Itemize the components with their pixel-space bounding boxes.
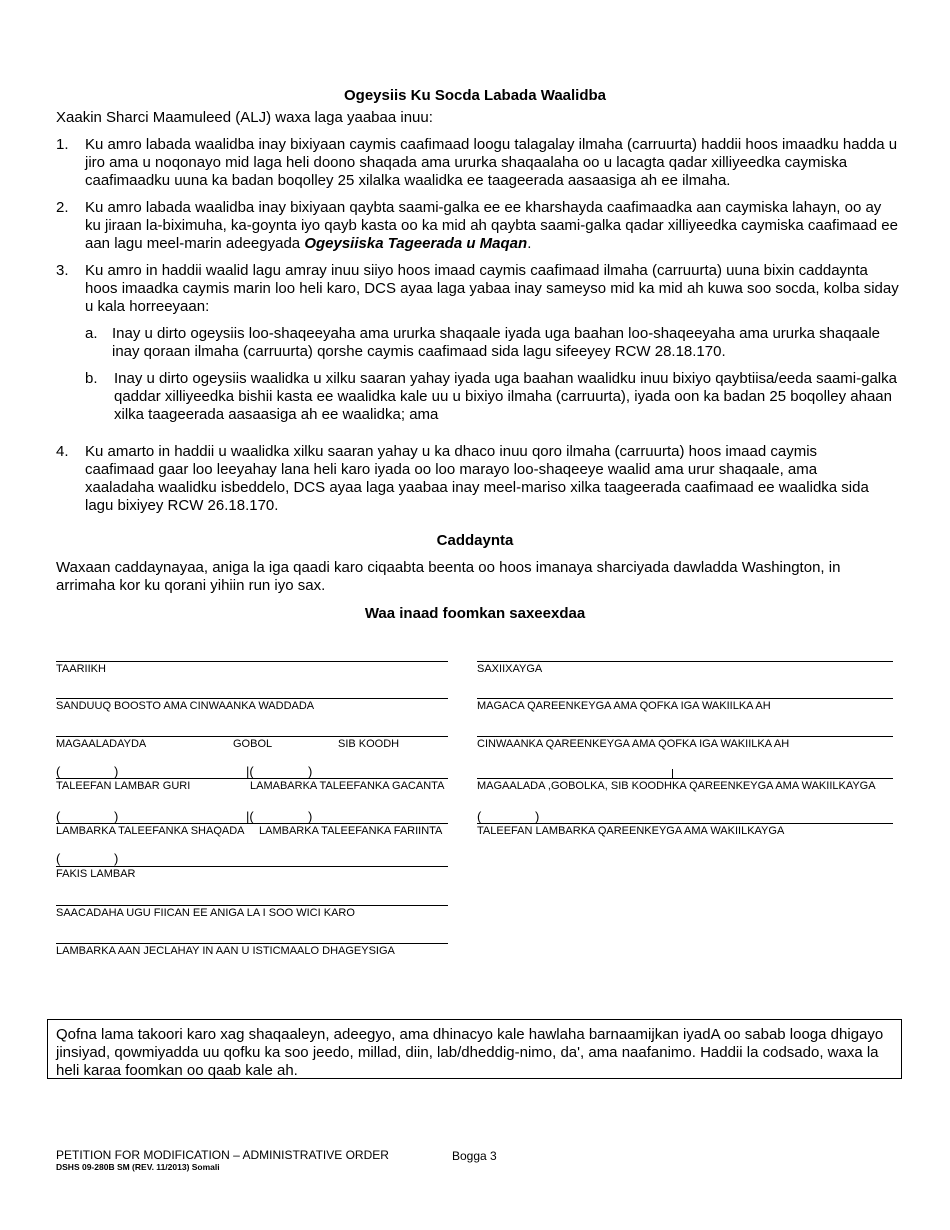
item-number: 4.: [56, 443, 69, 460]
phone-line[interactable]: [56, 778, 448, 779]
paren-open: (: [477, 809, 482, 824]
phone-line[interactable]: [56, 823, 448, 824]
message-phone-label: LAMBARKA TALEEFANKA FARIINTA: [259, 825, 443, 837]
paren-close: ): [308, 764, 313, 779]
attorney-city-label: MAGAALADA ,GOBOLKA, SIB KOODHKA QAREENKEYGA AMA WAKIILKAYGA: [477, 780, 876, 792]
form-code: DSHS 09-280B SM (REV. 11/2013) Somali: [56, 1162, 220, 1172]
work-phone-label: LAMBARKA TALEEFANKA SHAQADA: [56, 825, 245, 837]
declaration-heading: Caddaynta: [436, 532, 514, 549]
fax-label: FAKIS LAMBAR: [56, 868, 136, 880]
attorney-name-label: MAGACA QAREENKEYGA AMA QOFKA IGA WAKIILKA AH: [477, 700, 771, 712]
city-state-zip-line[interactable]: [56, 736, 448, 737]
attorney-phone-label: TALEEFAN LAMBARKA QAREENKEYGA AMA WAKIILKAYGA: [477, 825, 785, 837]
item-text-main: Ku amro labada waalidba inay bixiyaan qaybta saami-galka ee ee kharshayda caafimaadka aan caymiska lahayn, oo ay ku jiraan la-biximuha, ka-goynta iyo qayb kasta oo ka mid ah qaybta saami-galka qadar xilliyeedka caymiska caafimaad ee aan lagu meel-marin adeegyada: [85, 199, 898, 252]
mail-address-line[interactable]: [56, 698, 448, 699]
attorney-name-line[interactable]: [477, 698, 893, 699]
paren-close: ): [308, 809, 313, 824]
intro-text: Xaakin Sharci Maamuleed (ALJ) waxa laga yaabaa inuu:: [56, 109, 433, 126]
home-phone-label: TALEEFAN LAMBAR GURI: [56, 780, 191, 792]
mail-address-label: SANDUUQ BOOSTO AMA CINWAANKA WADDADA: [56, 700, 315, 712]
paren-open: (: [56, 764, 61, 779]
subitem-letter: a.: [85, 325, 98, 342]
hearing-number-label: LAMBARKA AAN JECLAHAY IN AAN U ISTICMAALO DHAGEYSIGA: [56, 945, 395, 957]
item-number: 1.: [56, 136, 69, 153]
hearing-number-line[interactable]: [56, 943, 448, 944]
item-text: [85, 199, 900, 253]
signature-line[interactable]: [477, 661, 893, 662]
attorney-phone-line[interactable]: [477, 823, 893, 824]
signature-heading: Waa inaad foomkan saxeexdaa: [364, 605, 586, 622]
item-text-emphasis: Ogeysiiska Tageerada u Maqan: [304, 235, 528, 252]
attorney-city-line[interactable]: [477, 778, 893, 779]
attorney-address-line[interactable]: [477, 736, 893, 737]
date-label: TAARIIKH: [56, 663, 106, 675]
fax-line[interactable]: [56, 866, 448, 867]
attorney-address-label: CINWAANKA QAREENKEYGA AMA QOFKA IGA WAKIILKA AH: [477, 738, 790, 750]
form-title: PETITION FOR MODIFICATION – ADMINISTRATIVE ORDER: [56, 1148, 389, 1162]
subitem-letter: b.: [85, 370, 98, 387]
state-label: GOBOL: [233, 738, 273, 750]
date-line[interactable]: [56, 661, 448, 662]
item-text-end: .: [527, 235, 532, 252]
paren-close: ): [114, 851, 119, 866]
city-label: MAGAALADAYDA: [56, 738, 147, 750]
item-text: Ku amro in haddii waalid lagu amray inuu siiyo hoos imaad caymis caafimaad ilmaha (carruurta) uuna bixin caddaynta hoos imaadka caymis marin loo heli karo, DCS ayaa laga yabaa inay sameyso mid ka mid ah kuwa soo socda, kolba siday u kala horreeyaan:: [85, 262, 899, 315]
item-text: Ku amro labada waalidba inay bixiyaan caymis caafimaad loogu talagalay ilmaha (carruurta) haddii hoos imaadku hadda u jiro ama u noqonayo mid laga heli doono shaqada ama ururka shaqaalaha oo u lacagta qadar xilliyeedka caymiska caafimaadku uuna ka badan boqolley 25 xilalka waalidka ee taageerada aasaasiga ah ee ilmaha.: [85, 136, 898, 189]
cell-phone-label: LAMABARKA TALEEFANKA GACANTA: [250, 780, 445, 792]
non-discrimination-notice: Qofna lama takoori karo xag shaqaaleyn, adeegyo, ama dhinacyo kale hawlaha barnaamijkan iyadA oo sabab looga dhigayo jinsiyad, qowmiyadda uu qofku ka soo jeedo, millad, diin, lab/dheddig-nimo, da', ama naafanimo. Haddii la codsado, waxa la heli karaa foomkan oo qaab kale ah.: [47, 1019, 902, 1079]
paren-close: ): [114, 809, 119, 824]
page-title: Ogeysiis Ku Socda Labada Waalidba: [343, 87, 607, 104]
signature-label: SAXIIXAYGA: [477, 663, 543, 675]
field-divider: [672, 769, 673, 778]
best-time-label: SAACADAHA UGU FIICAN EE ANIGA LA I SOO WICI KARO: [56, 907, 355, 919]
item-number: 2.: [56, 199, 69, 216]
page-number: Bogga 3: [452, 1149, 497, 1163]
paren-open: |(: [246, 764, 254, 779]
item-text: Ku amarto in haddii u waalidka xilku saaran yahay u ka dhaco inuu qoro ilmaha (carruurta) hoos imaad caymis caafimaad gaar loo leeyahay lana heli karo iyada oo loo marayo loo-shaqeeye waalid ama urur shaqaale, ama xaaladaha waalidku isbeddelo, DCS ayaa laga yaabaa inay meel-mariso xilka taageerada caafimaad ee waalidka sida lagu bixiyey RCW 26.18.170.: [85, 443, 869, 514]
subitem-text: Inay u dirto ogeysiis loo-shaqeeyaha ama ururka shaqaale iyada uga baahan loo-shaqeeyaha ama ururka shaqaale inay qoraan ilmaha (carruurta) qorshe caymis caafimaad sida lagu sifeeyey RCW 28.18.170.: [112, 325, 881, 360]
declaration-text: Waxaan caddaynayaa, aniga la iga qaadi karo ciqaabta beenta oo hoos imanaya sharciyada dawladda Washington, in arrimaha kor ku qorani yihiin run iyo sax.: [56, 559, 841, 594]
paren-close: ): [535, 809, 540, 824]
paren-close: ): [114, 764, 119, 779]
subitem-text: Inay u dirto ogeysiis waalidka u xilku saaran yahay iyada uga baahan waalidku inuu bixiyo qaybtiisa/eeda saami-galka qaddar xilliyeedka bishii kasta ee waalidka kale uu u bixiyo ilmaha (carruurta), iyada oon ka badan 25 boqolley ahaan xilka taageerada aasaasiga ah ee waalidka; ama: [114, 370, 897, 423]
paren-open: |(: [246, 809, 254, 824]
paren-open: (: [56, 851, 61, 866]
zip-label: SIB KOODH: [338, 738, 400, 750]
paren-open: (: [56, 809, 61, 824]
item-number: 3.: [56, 262, 69, 279]
email-line[interactable]: [56, 905, 448, 906]
